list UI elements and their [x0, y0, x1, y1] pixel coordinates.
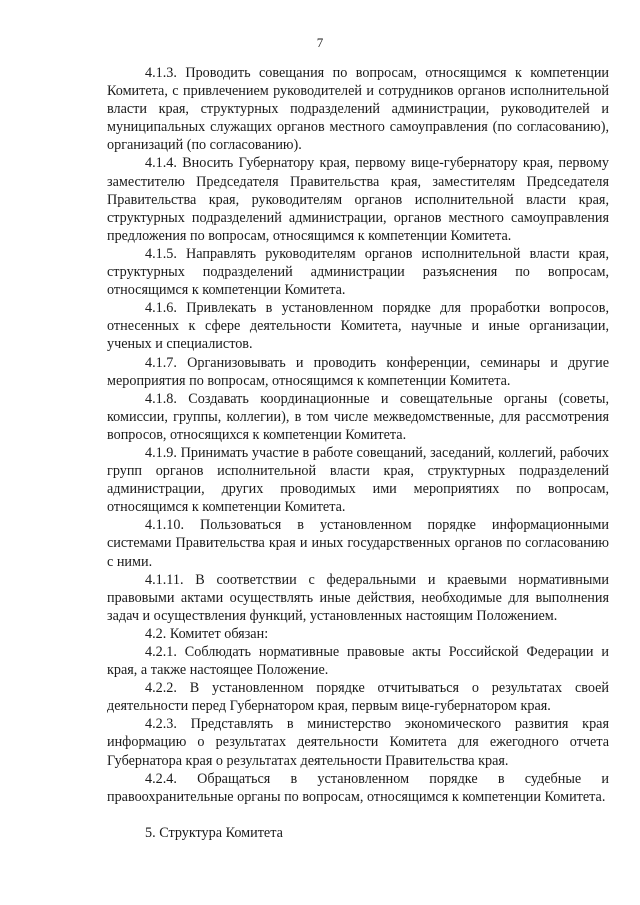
- paragraph-4-1-6: 4.1.6. Привлекать в установленном порядке для проработки вопросов, отнесенных к сфере деятельности Комитета, научные и иные организации, ученых и специалистов.: [107, 300, 609, 353]
- document-body: [107, 64, 609, 842]
- paragraph-4-1-9: 4.1.9. Принимать участие в работе совещаний, заседаний, коллегий, рабочих групп органов исполнительной власти края, структурных подразделений администрации, других проводимых ими мероприятиях по вопросам, относящимся к компетенции Комитета.: [107, 444, 609, 516]
- paragraph-4-1-11: 4.1.11. В соответствии с федеральными и краевыми нормативными правовыми актами осуществлять иные действия, необходимые для выполнения задач и осуществления функций, установленных настоящим Положением.: [107, 571, 609, 624]
- paragraph-4-1-7: 4.1.7. Организовывать и проводить конференции, семинары и другие мероприятия по вопросам, относящимся к компетенции Комитета.: [107, 354, 609, 389]
- page-number: 7: [316, 35, 324, 50]
- paragraph-4-2: 4.2. Комитет обязан:: [145, 625, 269, 642]
- paragraph-4-1-3: 4.1.3. Проводить совещания по вопросам, относящимся к компетенции Комитета, с привлечением руководителей и сотрудников органов исполнительной власти края, структурных подразделений администрации, руководителей и муниципальных служащих органов местного самоуправления (по согласованию), организаций (по согласованию).: [107, 65, 609, 154]
- paragraph-4-2-4: 4.2.4. Обращаться в установленном порядке в судебные и правоохранительные органы по вопросам, относящимся к компетенции Комитета.: [107, 770, 609, 805]
- section-heading: 5. Структура Комитета: [145, 824, 283, 841]
- paragraph-4-2-2: 4.2.2. В установленном порядке отчитываться о результатах своей деятельности перед Губернатором края, первым вице-губернатором края.: [107, 680, 609, 715]
- paragraph-4-1-10: 4.1.10. Пользоваться в установленном порядке информационными системами Правительства края и иных государственных органов по согласованию с ними.: [107, 517, 609, 570]
- paragraph-4-1-8: 4.1.8. Создавать координационные и совещательные органы (советы, комиссии, группы, коллегии), в том числе межведомственные, для рассмотрения вопросов, относящихся к компетенции Комитета.: [107, 390, 609, 443]
- paragraph-4-2-1: 4.2.1. Соблюдать нормативные правовые акты Российской Федерации и края, а также настоящее Положение.: [107, 644, 609, 679]
- paragraph-4-1-4: 4.1.4. Вносить Губернатору края, первому вице-губернатору края, первому заместителю Председателя Правительства края, заместителям Председателя Правительства края, руководителям органов исполнительной власти края, структурных подразделений администрации, органов местного самоуправления предложения по вопросам, относящимся к компетенции Комитета.: [107, 155, 609, 244]
- paragraph-4-2-3: 4.2.3. Представлять в министерство экономического развития края информацию о результатах деятельности Комитета для ежегодного отчета Губернатора края о результатах деятельности Правительства края.: [107, 716, 609, 769]
- paragraph-4-1-5: 4.1.5. Направлять руководителям органов исполнительной власти края, структурных подразделений администрации разъяснения по вопросам, относящимся к компетенции Комитета.: [107, 245, 609, 299]
